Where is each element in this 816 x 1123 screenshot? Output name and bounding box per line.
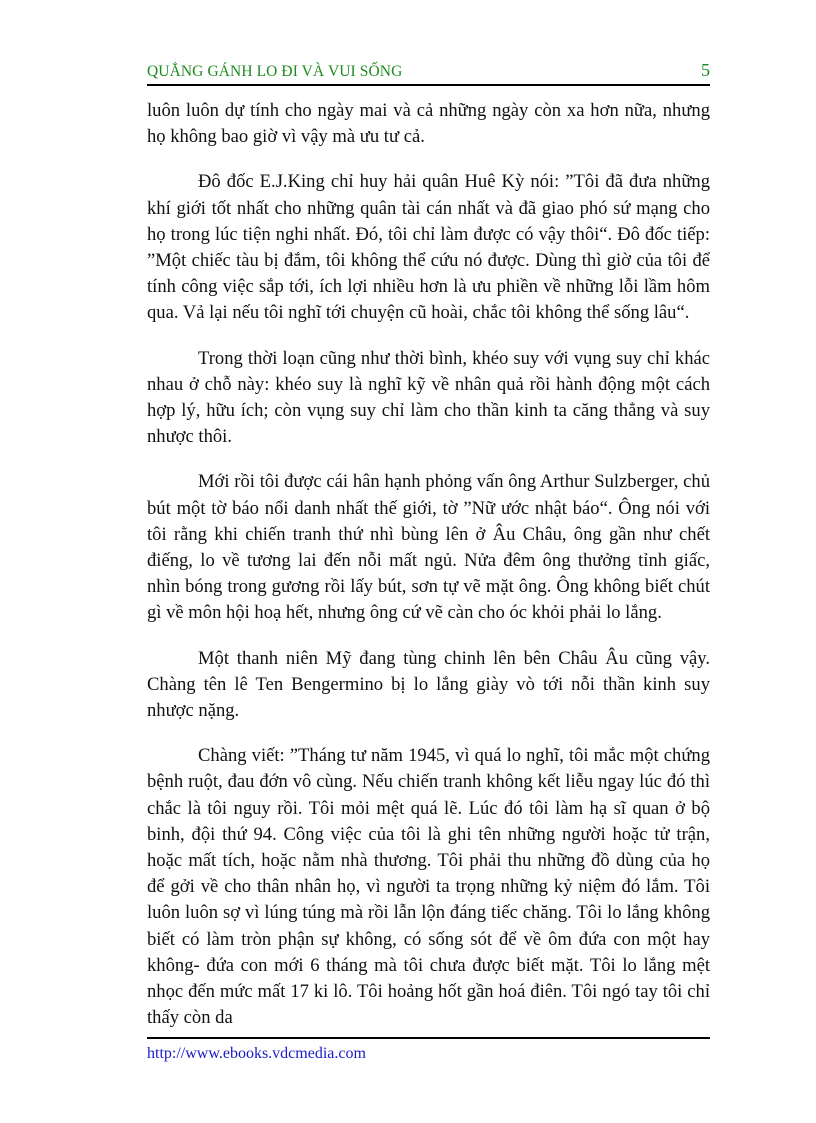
paragraph-young-soldier: Một thanh niên Mỹ đang tùng chinh lên bên Châu Âu cũng vậy. Chàng tên lê Ten Bengermino bị lo lắng giày vò tới nỗi thần kinh suy nhược nặng. (147, 647, 710, 722)
paragraph-letter: Chàng viết: ”Tháng tư năm 1945, vì quá lo nghĩ, tôi mắc một chứng bệnh ruột, đau đớn vô cùng. Nếu chiến tranh không kết liễu ngay lúc đó thì chắc là tôi nguy rồi. Tôi mỏi mệt quá lẽ. Lúc đó tôi làm hạ sĩ quan ở bộ binh, đội thứ 94. Công việc của tôi là ghi tên những người hoặc tử trận, hoặc mất tích, hoặc nằm nhà thương. Tôi phải thu những đồ dùng của họ để gởi về cho thân nhân họ, vì người ta trọng những kỷ niệm đó lắm. Tôi luôn luôn sợ vì lúng túng mà rồi lẫn lộn đáng tiếc chăng. Tôi lo lắng không biết có làm tròn phận sự không, có sống sót để về ôm đứa con một hay không- đứa con mới 6 tháng mà tôi chưa được biết mặt. Tôi lo lắng mệt nhọc đến mức mất 17 ki lô. Tôi hoảng hốt gần hoá điên. Tôi ngó tay tôi chỉ thấy còn da (147, 745, 710, 1029)
page-body (147, 98, 710, 1051)
page-number: 5 (701, 60, 710, 80)
paragraph-sulzberger: Mới rồi tôi được cái hân hạnh phỏng vấn ông Arthur Sulzberger, chủ bút một tờ báo nổi danh nhất thế giới, tờ ”Nữ ước nhật báo“. Ông nói với tôi rằng khi chiến tranh thứ nhì bùng lên ở Âu Châu, ông gần như chết điếng, lo về tương lai đến nỗi mất ngủ. Nửa đêm ông thưởng tỉnh giấc, nhìn bóng trong gương rồi lấy bút, sơn tự vẽ mặt ông. Ông không biết chút gì về môn hội hoạ hết, nhưng ông cứ vẽ càn cho óc khỏi phải lo lắng. (147, 471, 710, 624)
footer-url-link[interactable]: http://www.ebooks.vdcmedia.com (147, 1045, 366, 1062)
paragraph-wartime-thinking: Trong thời loạn cũng như thời bình, khéo suy với vụng suy chỉ khác nhau ở chỗ này: khéo suy là nghĩ kỹ về nhân quả rồi hành động một cách hợp lý, hữu ích; còn vụng suy chỉ làm cho thần kinh ta căng thẳng và suy nhược thôi. (147, 347, 710, 448)
book-title: QUẲNG GÁNH LO ĐI VÀ VUI SỐNG (147, 63, 403, 80)
paragraph-continued: luôn luôn dự tính cho ngày mai và cả những ngày còn xa hơn nữa, nhưng họ không bao giờ vì vậy mà ưu tư cả. (147, 100, 710, 148)
paragraph-admiral-king: Đô đốc E.J.King chỉ huy hải quân Huê Kỳ nói: ”Tôi đã đưa những khí giới tốt nhất cho những quân tài cán nhất và đã giao phó sứ mạng cho họ trong lúc tiện nghi nhất. Đó, tôi chỉ làm được có vậy thôi“. Đô đốc tiếp: ”Một chiếc tàu bị đắm, tôi không thể cứu nó được. Dùng thì giờ của tôi để tính công việc sắp tới, ích lợi nhiều hơn là ưu phiền về những lỗi lầm hôm qua. Vả lại nếu tôi nghĩ tới chuyện cũ hoài, chắc tôi không thể sống lâu“. (147, 171, 710, 324)
page-footer (147, 1037, 710, 1063)
page-header (147, 58, 710, 86)
